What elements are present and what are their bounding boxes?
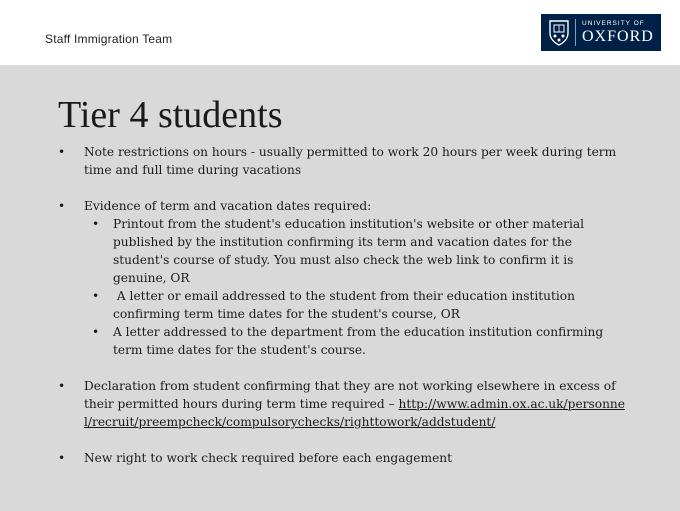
sub-bullet-item <box>84 323 627 359</box>
team-name: Staff Immigration Team <box>45 32 173 46</box>
logo-oxford: OXFORD <box>582 28 654 45</box>
bullet-list <box>52 143 627 485</box>
sub-bullet-text: A letter or email addressed to the student from their education institution confirming term time dates for the student's course, OR <box>113 289 579 321</box>
sub-bullet-item <box>84 287 627 323</box>
sub-bullet-text: Printout from the student's education institution's website or other material published by the institution confirming its term and vacation dates for the student's course of study. You must also check the web link to confirm it is genuine, OR <box>113 217 585 285</box>
bullet-glyph: • <box>92 217 100 231</box>
bullet-item <box>52 449 627 467</box>
bullet-glyph: • <box>58 199 66 213</box>
logo-wordmark <box>575 19 654 46</box>
bullet-text: Declaration from student confirming that they are not working elsewhere in excess of their permitted hours during term time required – <box>84 379 616 411</box>
header <box>0 0 680 65</box>
slide-content <box>0 65 680 511</box>
bullet-item <box>52 377 627 431</box>
logo-university-of: UNIVERSITY OF <box>582 20 645 27</box>
bullet-glyph: • <box>58 451 66 465</box>
right-to-work-link[interactable]: http://www.admin.ox.ac.uk/personnel/recruit/preempcheck/compulsorychecks/righttowork/addstudent/ <box>84 397 625 429</box>
bullet-text: Note restrictions on hours - usually permitted to work 20 hours per week during term time and full time during vacations <box>84 145 617 177</box>
bullet-text: Evidence of term and vacation dates required: <box>84 199 372 213</box>
bullet-glyph: • <box>58 379 66 393</box>
bullet-item <box>52 197 627 359</box>
sub-bullet-item <box>84 215 627 287</box>
bullet-item <box>52 143 627 179</box>
oxford-logo <box>541 14 661 51</box>
sub-bullet-list <box>84 215 627 359</box>
sub-bullet-text: A letter addressed to the department from the education institution confirming term time dates for the student's course. <box>113 325 604 357</box>
bullet-glyph: • <box>58 145 66 159</box>
bullet-glyph: • <box>92 289 100 303</box>
bullet-text: New right to work check required before each engagement <box>84 451 453 465</box>
bullet-glyph: • <box>92 325 100 339</box>
slide-title: Tier 4 students <box>58 94 283 136</box>
oxford-crest-icon <box>548 19 570 46</box>
